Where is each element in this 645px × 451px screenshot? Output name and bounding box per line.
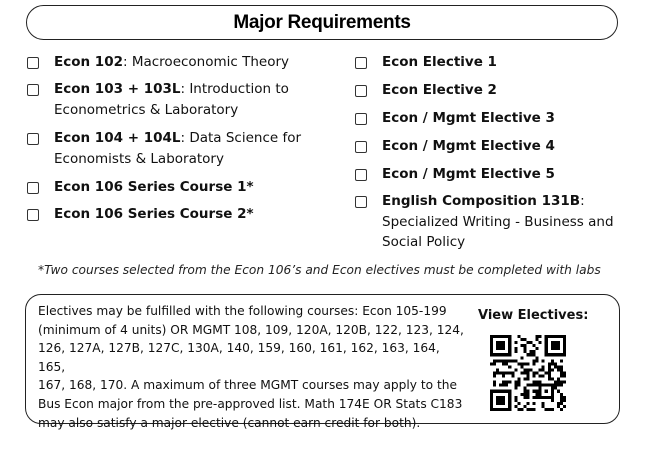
course-code: Econ Elective 2 xyxy=(382,82,497,98)
requirement-checkbox[interactable] xyxy=(355,141,367,153)
description-line: may also satisfy a major elective (cannot earn credit for both). xyxy=(38,415,421,430)
course-code: Econ 106 Series Course 2* xyxy=(54,206,254,222)
course-title: : Introduction to xyxy=(180,81,289,97)
requirement-item xyxy=(27,79,289,120)
requirement-item xyxy=(27,128,301,169)
course-title-line2: Specialized Writing - Business and xyxy=(382,213,614,230)
requirement-checkbox[interactable] xyxy=(27,209,39,221)
course-code: English Composition 131B xyxy=(382,193,581,209)
course-code: Econ 102 xyxy=(54,54,123,70)
requirement-item xyxy=(355,164,555,185)
requirement-checkbox[interactable] xyxy=(27,182,39,194)
description-line: Bus Econ major from the pre-approved list. Math 174E OR Stats C183 xyxy=(38,396,463,411)
requirement-item xyxy=(27,204,254,225)
requirement-checkbox[interactable] xyxy=(355,113,367,125)
course-title-line2: Economists & Laboratory xyxy=(54,150,224,167)
course-code: Econ Elective 1 xyxy=(382,54,497,70)
requirement-checkbox[interactable] xyxy=(355,169,367,181)
requirement-item xyxy=(355,108,555,129)
requirement-item xyxy=(355,136,555,157)
course-title: : Data Science for xyxy=(180,130,302,146)
requirement-item xyxy=(355,191,614,253)
course-code: Econ / Mgmt Elective 5 xyxy=(382,166,555,182)
requirement-checkbox[interactable] xyxy=(355,196,367,208)
view-electives-label: View Electives: xyxy=(478,308,589,323)
requirement-checkbox[interactable] xyxy=(355,57,367,69)
course-code: Econ / Mgmt Elective 4 xyxy=(382,138,555,154)
requirement-item xyxy=(27,52,289,73)
description-line: 126, 127A, 127B, 127C, 130A, 140, 159, 160, 161, 162, 163, 164, 165, xyxy=(38,341,440,374)
course-title-line2: Econometrics & Laboratory xyxy=(54,101,239,118)
course-code: Econ 103 + 103L xyxy=(54,81,181,97)
course-title-line3: Social Policy xyxy=(382,234,466,250)
requirement-item xyxy=(27,177,254,198)
requirement-checkbox[interactable] xyxy=(27,133,39,145)
electives-description xyxy=(38,302,468,432)
description-line: 167, 168, 170. A maximum of three MGMT courses may apply to the xyxy=(38,378,457,393)
description-line: (minimum of 4 units) OR MGMT 108, 109, 120A, 120B, 122, 123, 124, xyxy=(38,322,464,337)
page-title: Major Requirements xyxy=(233,11,411,33)
title-banner xyxy=(26,5,618,40)
qr-code-icon[interactable] xyxy=(490,335,566,411)
course-title: : Macroeconomic Theory xyxy=(123,54,290,70)
course-code: Econ / Mgmt Elective 3 xyxy=(382,110,555,126)
lab-requirement-note: *Two courses selected from the Econ 106’s and Econ electives must be completed with labs xyxy=(38,263,601,277)
requirement-item xyxy=(355,80,497,101)
requirement-checkbox[interactable] xyxy=(355,85,367,97)
course-title: : xyxy=(580,193,585,209)
requirement-item xyxy=(355,52,497,73)
description-line: Electives may be fulfilled with the following courses: Econ 105-199 xyxy=(38,304,447,318)
course-code: Econ 106 Series Course 1* xyxy=(54,179,254,195)
course-code: Econ 104 + 104L xyxy=(54,130,181,146)
requirement-checkbox[interactable] xyxy=(27,84,39,96)
requirement-checkbox[interactable] xyxy=(27,57,39,69)
electives-info-box xyxy=(25,294,620,430)
